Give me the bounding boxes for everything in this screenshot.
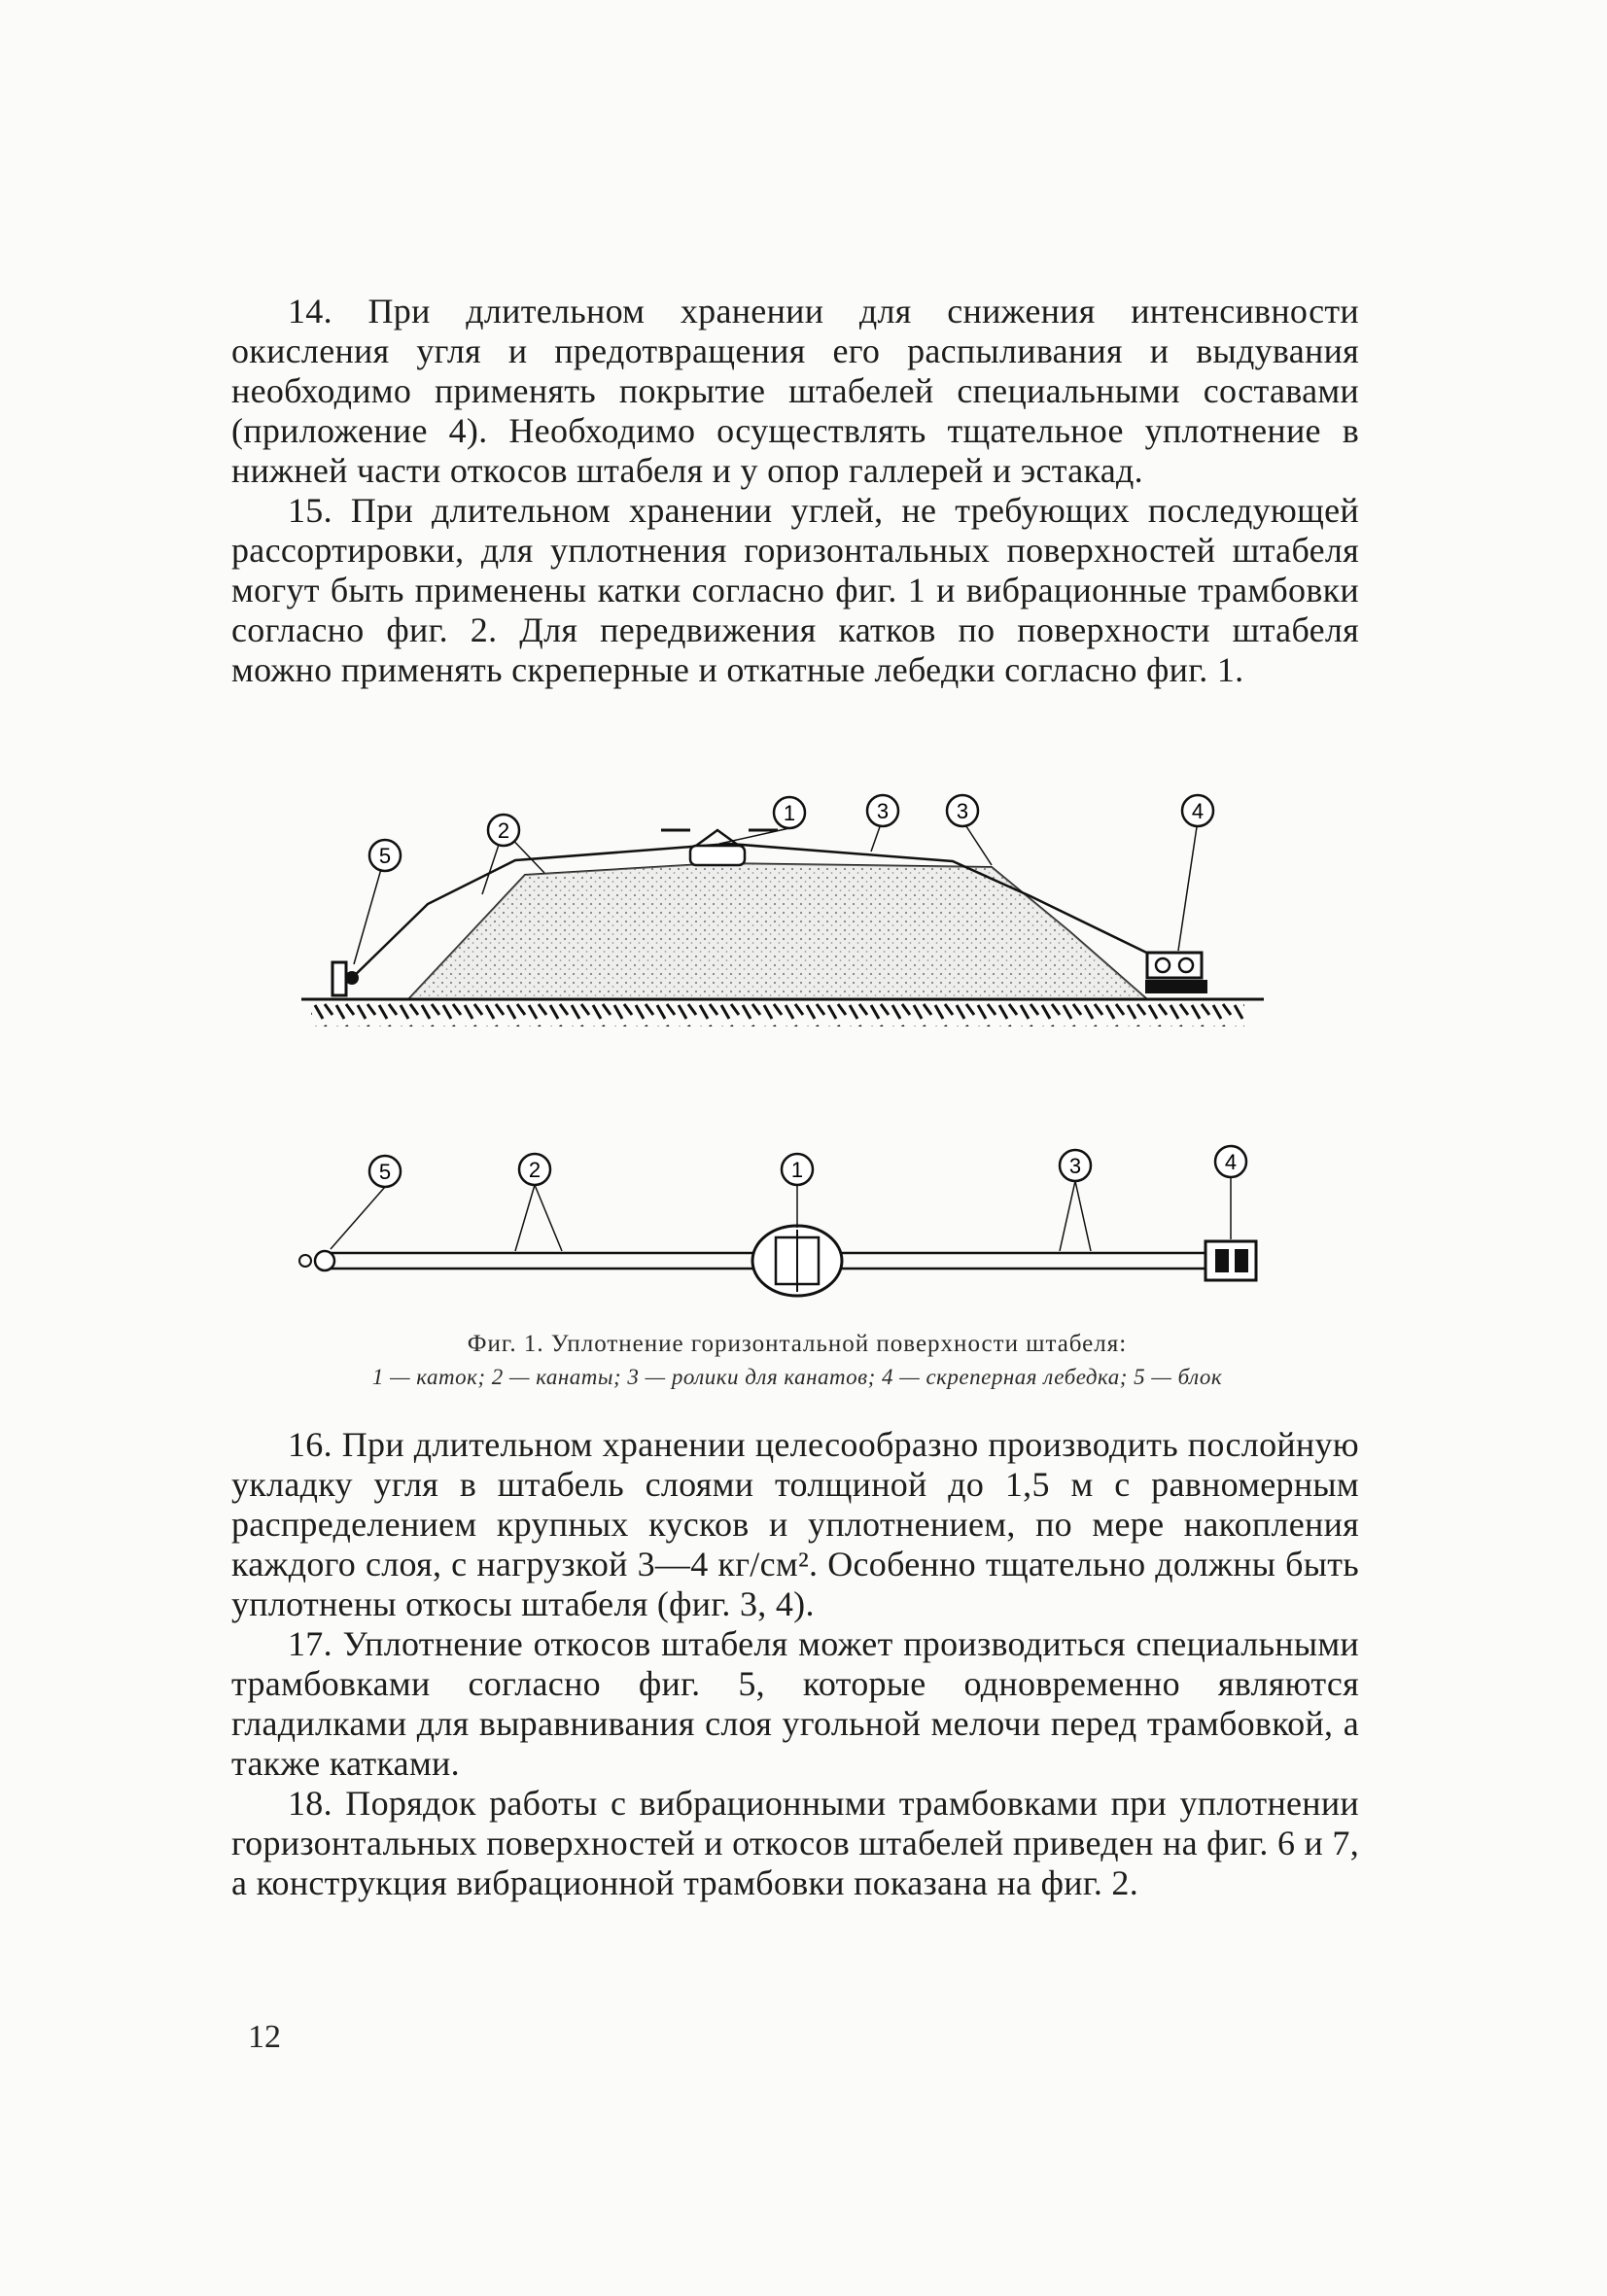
callout-3a [867,795,898,826]
callout-5 [369,840,401,871]
callout-2 [488,815,519,846]
svg-text:4: 4 [1224,1150,1238,1174]
page-number: 12 [248,2019,281,2055]
svg-text:5: 5 [378,1160,392,1184]
text-block-top [231,292,1359,690]
plan-callout-4 [1215,1146,1246,1177]
svg-text:3: 3 [1068,1154,1082,1178]
winch-icon [1145,953,1207,993]
figure-caption-legend: 1 — каток; 2 — канаты; 3 — ролики для канатов; 4 — скреперная лебедка; 5 — блок [371,1365,1223,1389]
svg-text:4: 4 [1191,799,1205,823]
callout-3b [947,795,978,826]
figure-plan-view [292,1142,1283,1298]
plan-winch-icon [1205,1241,1256,1280]
text-block-bottom [231,1425,1359,1903]
plan-callout-2 [519,1154,550,1185]
svg-text:5: 5 [378,844,392,868]
paragraph-15: 15. При длительном хранении углей, не требующих последующей рассортировки, для уплотнения горизонтальных поверхностей штабеля могут быть применены катки согласно фиг. 1 и вибрационные трамбовки согласно фиг. 2. Для передвижения катков по поверхности штабеля можно применять скреперные и откатные лебедки согласно фиг. 1. [231,491,1359,689]
callout-4 [1182,795,1213,826]
plan-roller-icon [752,1226,842,1296]
plan-callout-5 [369,1156,401,1187]
svg-text:3: 3 [876,799,890,823]
plan-pulley-icon [299,1251,334,1270]
svg-text:2: 2 [528,1158,541,1182]
svg-text:1: 1 [783,801,796,825]
paragraph-16: 16. При длительном хранении целесообразно производить послойную укладку угля в штабель слоями толщиной до 1,5 м с равномерным распределением крупных кусков и уплотнением, по мере накопления каждого слоя, с нагрузкой 3—4 кг/см². Особенно тщательно должны быть уплотнены откосы штабеля (фиг. 3, 4). [231,1425,1359,1623]
paragraph-18: 18. Порядок работы с вибрационными трамбовками при уплотнении горизонтальных поверхностей и откосов штабелей приведен на фиг. 6 и 7, а конструкция вибрационной трамбовки показана на фиг. 2. [231,1784,1360,1902]
paragraph-14: 14. При длительном хранении для снижения интенсивности окисления угля и предотвращения его распыливания и выдувания необходимо применять покрытие штабелей специальными составами (приложение 4). Необходимо осуществлять тщательное уплотнение в нижней части откосов штабеля и у опор галлерей и эстакад. [231,292,1359,490]
figure-caption-title: Фиг. 1. Уплотнение горизонтальной поверхности штабеля: [467,1331,1128,1357]
plan-callout-3 [1060,1150,1091,1181]
callout-1 [774,797,805,828]
figure-side-view [292,787,1283,1060]
paragraph-17: 17. Уплотнение откосов штабеля может производиться специальными трамбовками согласно фиг. 5, которые одновременно являются гладилками для выравнивания слоя угольной мелочи перед трамбовкой, а также катками. [231,1624,1359,1783]
svg-text:1: 1 [790,1158,804,1182]
pulley-block-icon [332,962,359,995]
plan-callout-1 [782,1154,813,1185]
ground-hatching [311,1001,1244,1026]
svg-text:3: 3 [956,799,969,823]
svg-text:2: 2 [497,818,510,843]
